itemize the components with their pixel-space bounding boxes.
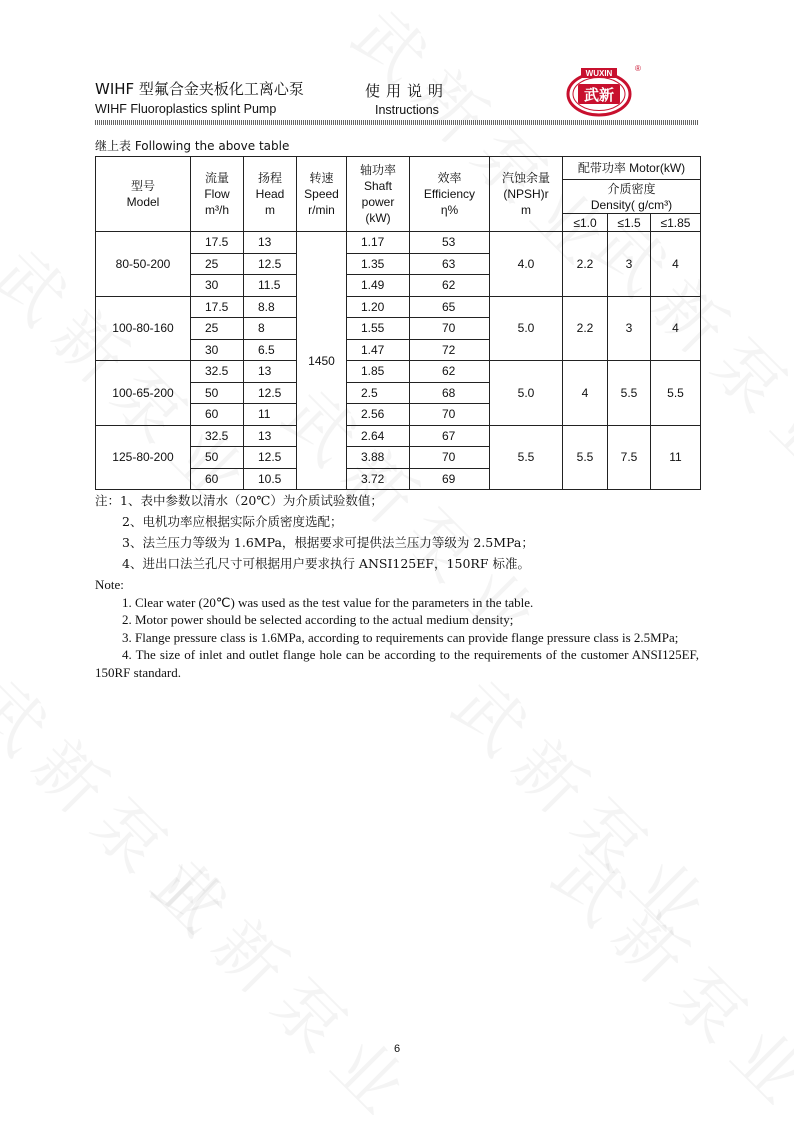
cell-head: 11.5 [244, 275, 297, 297]
page-number: 6 [393, 1043, 401, 1055]
header-head: 扬程 Head m [244, 157, 297, 232]
cell-npsh: 5.5 [490, 425, 563, 490]
cell-model: 80-50-200 [96, 232, 191, 297]
cell-head: 8 [244, 318, 297, 340]
table-row [96, 296, 701, 318]
cell-motor-3: 4 [651, 296, 701, 361]
note-en-3: 3. Flange pressure class is 1.6MPa, according to requirements can provide flange pressure class is 2.5MPa; [122, 629, 679, 645]
cell-flow: 50 [191, 447, 244, 469]
cell-eff: 70 [410, 447, 490, 469]
header-density-1: ≤1.0 [563, 214, 608, 232]
cell-shaft: 2.5 [347, 382, 410, 404]
cell-motor-3: 5.5 [651, 361, 701, 426]
cell-shaft: 3.72 [347, 468, 410, 490]
cell-shaft: 1.17 [347, 232, 410, 254]
cell-eff: 70 [410, 318, 490, 340]
note-cn-2: 2、电机功率应根据实际介质密度选配； [122, 514, 343, 529]
cell-flow: 32.5 [191, 425, 244, 447]
header-efficiency: 效率 Efficiency η% [410, 157, 490, 232]
cell-eff: 65 [410, 296, 490, 318]
note-en-label: Note: [95, 577, 124, 592]
cell-flow: 25 [191, 318, 244, 340]
notes-section [95, 490, 699, 681]
cell-head: 10.5 [244, 468, 297, 490]
cell-shaft: 1.20 [347, 296, 410, 318]
cell-eff: 69 [410, 468, 490, 490]
header-divider [95, 120, 699, 125]
logo-text-cn: 武新 [583, 86, 615, 104]
header-density: 介质密度 Density( g/cm³) [563, 180, 701, 214]
cell-motor-2: 5.5 [608, 361, 651, 426]
table-row [96, 425, 701, 447]
cell-npsh: 5.0 [490, 296, 563, 361]
cell-eff: 67 [410, 425, 490, 447]
table-caption: 继上表 Following the above table [95, 139, 290, 153]
cell-model: 100-65-200 [96, 361, 191, 426]
cell-shaft: 1.85 [347, 361, 410, 383]
header-speed: 转速 Speed r/min [297, 157, 347, 232]
cell-motor-3: 11 [651, 425, 701, 490]
watermark [135, 835, 441, 1141]
cell-eff: 62 [410, 361, 490, 383]
cell-motor-2: 7.5 [608, 425, 651, 490]
cell-flow: 60 [191, 468, 244, 490]
logo-text-en: WUXIN [585, 69, 613, 78]
header-npsh: 汽蚀余量 (NPSH)r m [490, 157, 563, 232]
header-motor: 配带功率 Motor(kW) [563, 157, 701, 180]
cell-head: 6.5 [244, 339, 297, 361]
note-en-2: 2. Motor power should be selected according to the actual medium density; [122, 612, 514, 627]
cell-flow: 25 [191, 253, 244, 275]
header-shaft-power: 轴功率 Shaft power (kW) [347, 157, 410, 232]
cell-motor-1: 2.2 [563, 232, 608, 297]
note-en-1: 1. Clear water (20℃) was used as the test value for the parameters in the table. [122, 594, 534, 610]
cell-shaft: 3.88 [347, 447, 410, 469]
cell-npsh: 5.0 [490, 361, 563, 426]
note-cn-1: 注：1、表中参数以清水（20℃）为介质试验数值； [95, 493, 383, 508]
cell-eff: 63 [410, 253, 490, 275]
cell-flow: 17.5 [191, 296, 244, 318]
cell-head: 11 [244, 404, 297, 426]
cell-eff: 62 [410, 275, 490, 297]
cell-shaft: 1.55 [347, 318, 410, 340]
table-row [96, 361, 701, 383]
cell-flow: 32.5 [191, 361, 244, 383]
cell-motor-1: 4 [563, 361, 608, 426]
page-header [95, 64, 699, 122]
cell-eff: 68 [410, 382, 490, 404]
cell-flow: 60 [191, 404, 244, 426]
watermark [435, 655, 741, 961]
doc-title-en: WIHF Fluoroplastics splint Pump [95, 102, 277, 116]
table-row [96, 232, 701, 254]
wuxin-logo [565, 62, 643, 118]
cell-shaft: 2.56 [347, 404, 410, 426]
cell-flow: 30 [191, 275, 244, 297]
cell-motor-2: 3 [608, 232, 651, 297]
instructions-title-cn: 使用说明 [365, 82, 450, 100]
cell-head: 12.5 [244, 253, 297, 275]
cell-flow: 17.5 [191, 232, 244, 254]
cell-speed: 1450 [297, 232, 347, 490]
cell-eff: 53 [410, 232, 490, 254]
registered-mark: ® [635, 64, 641, 73]
cell-head: 12.5 [244, 382, 297, 404]
header-density-3: ≤1.85 [651, 214, 701, 232]
cell-npsh: 4.0 [490, 232, 563, 297]
cell-flow: 30 [191, 339, 244, 361]
note-en-4: 4. The size of inlet and outlet flange hole can be according to the requirements of the customer ANSI125EF, 150RF standard. [95, 647, 699, 680]
watermark [535, 825, 794, 1131]
cell-head: 13 [244, 425, 297, 447]
cell-head: 8.8 [244, 296, 297, 318]
doc-title-cn: WIHF 型氟合金夹板化工离心泵 [95, 80, 304, 98]
cell-flow: 50 [191, 382, 244, 404]
cell-shaft: 1.35 [347, 253, 410, 275]
cell-head: 13 [244, 232, 297, 254]
cell-motor-2: 3 [608, 296, 651, 361]
cell-shaft: 2.64 [347, 425, 410, 447]
cell-shaft: 1.49 [347, 275, 410, 297]
cell-motor-1: 5.5 [563, 425, 608, 490]
instructions-title-en: Instructions [375, 103, 439, 117]
performance-table [95, 156, 701, 490]
cell-model: 100-80-160 [96, 296, 191, 361]
watermark [0, 655, 261, 961]
cell-motor-1: 2.2 [563, 296, 608, 361]
note-cn-3: 3、法兰压力等级为 1.6MPa，根据要求可提供法兰压力等级为 2.5MPa； [122, 535, 534, 550]
cell-model: 125-80-200 [96, 425, 191, 490]
header-density-2: ≤1.5 [608, 214, 651, 232]
header-flow: 流量 Flow m³/h [191, 157, 244, 232]
cell-head: 12.5 [244, 447, 297, 469]
cell-motor-3: 4 [651, 232, 701, 297]
note-cn-4: 4、进出口法兰孔尺寸可根据用户要求执行 ANSI125EF，150RF 标准。 [122, 556, 530, 571]
cell-eff: 70 [410, 404, 490, 426]
header-model: 型号 Model [96, 157, 191, 232]
cell-head: 13 [244, 361, 297, 383]
cell-shaft: 1.47 [347, 339, 410, 361]
cell-eff: 72 [410, 339, 490, 361]
